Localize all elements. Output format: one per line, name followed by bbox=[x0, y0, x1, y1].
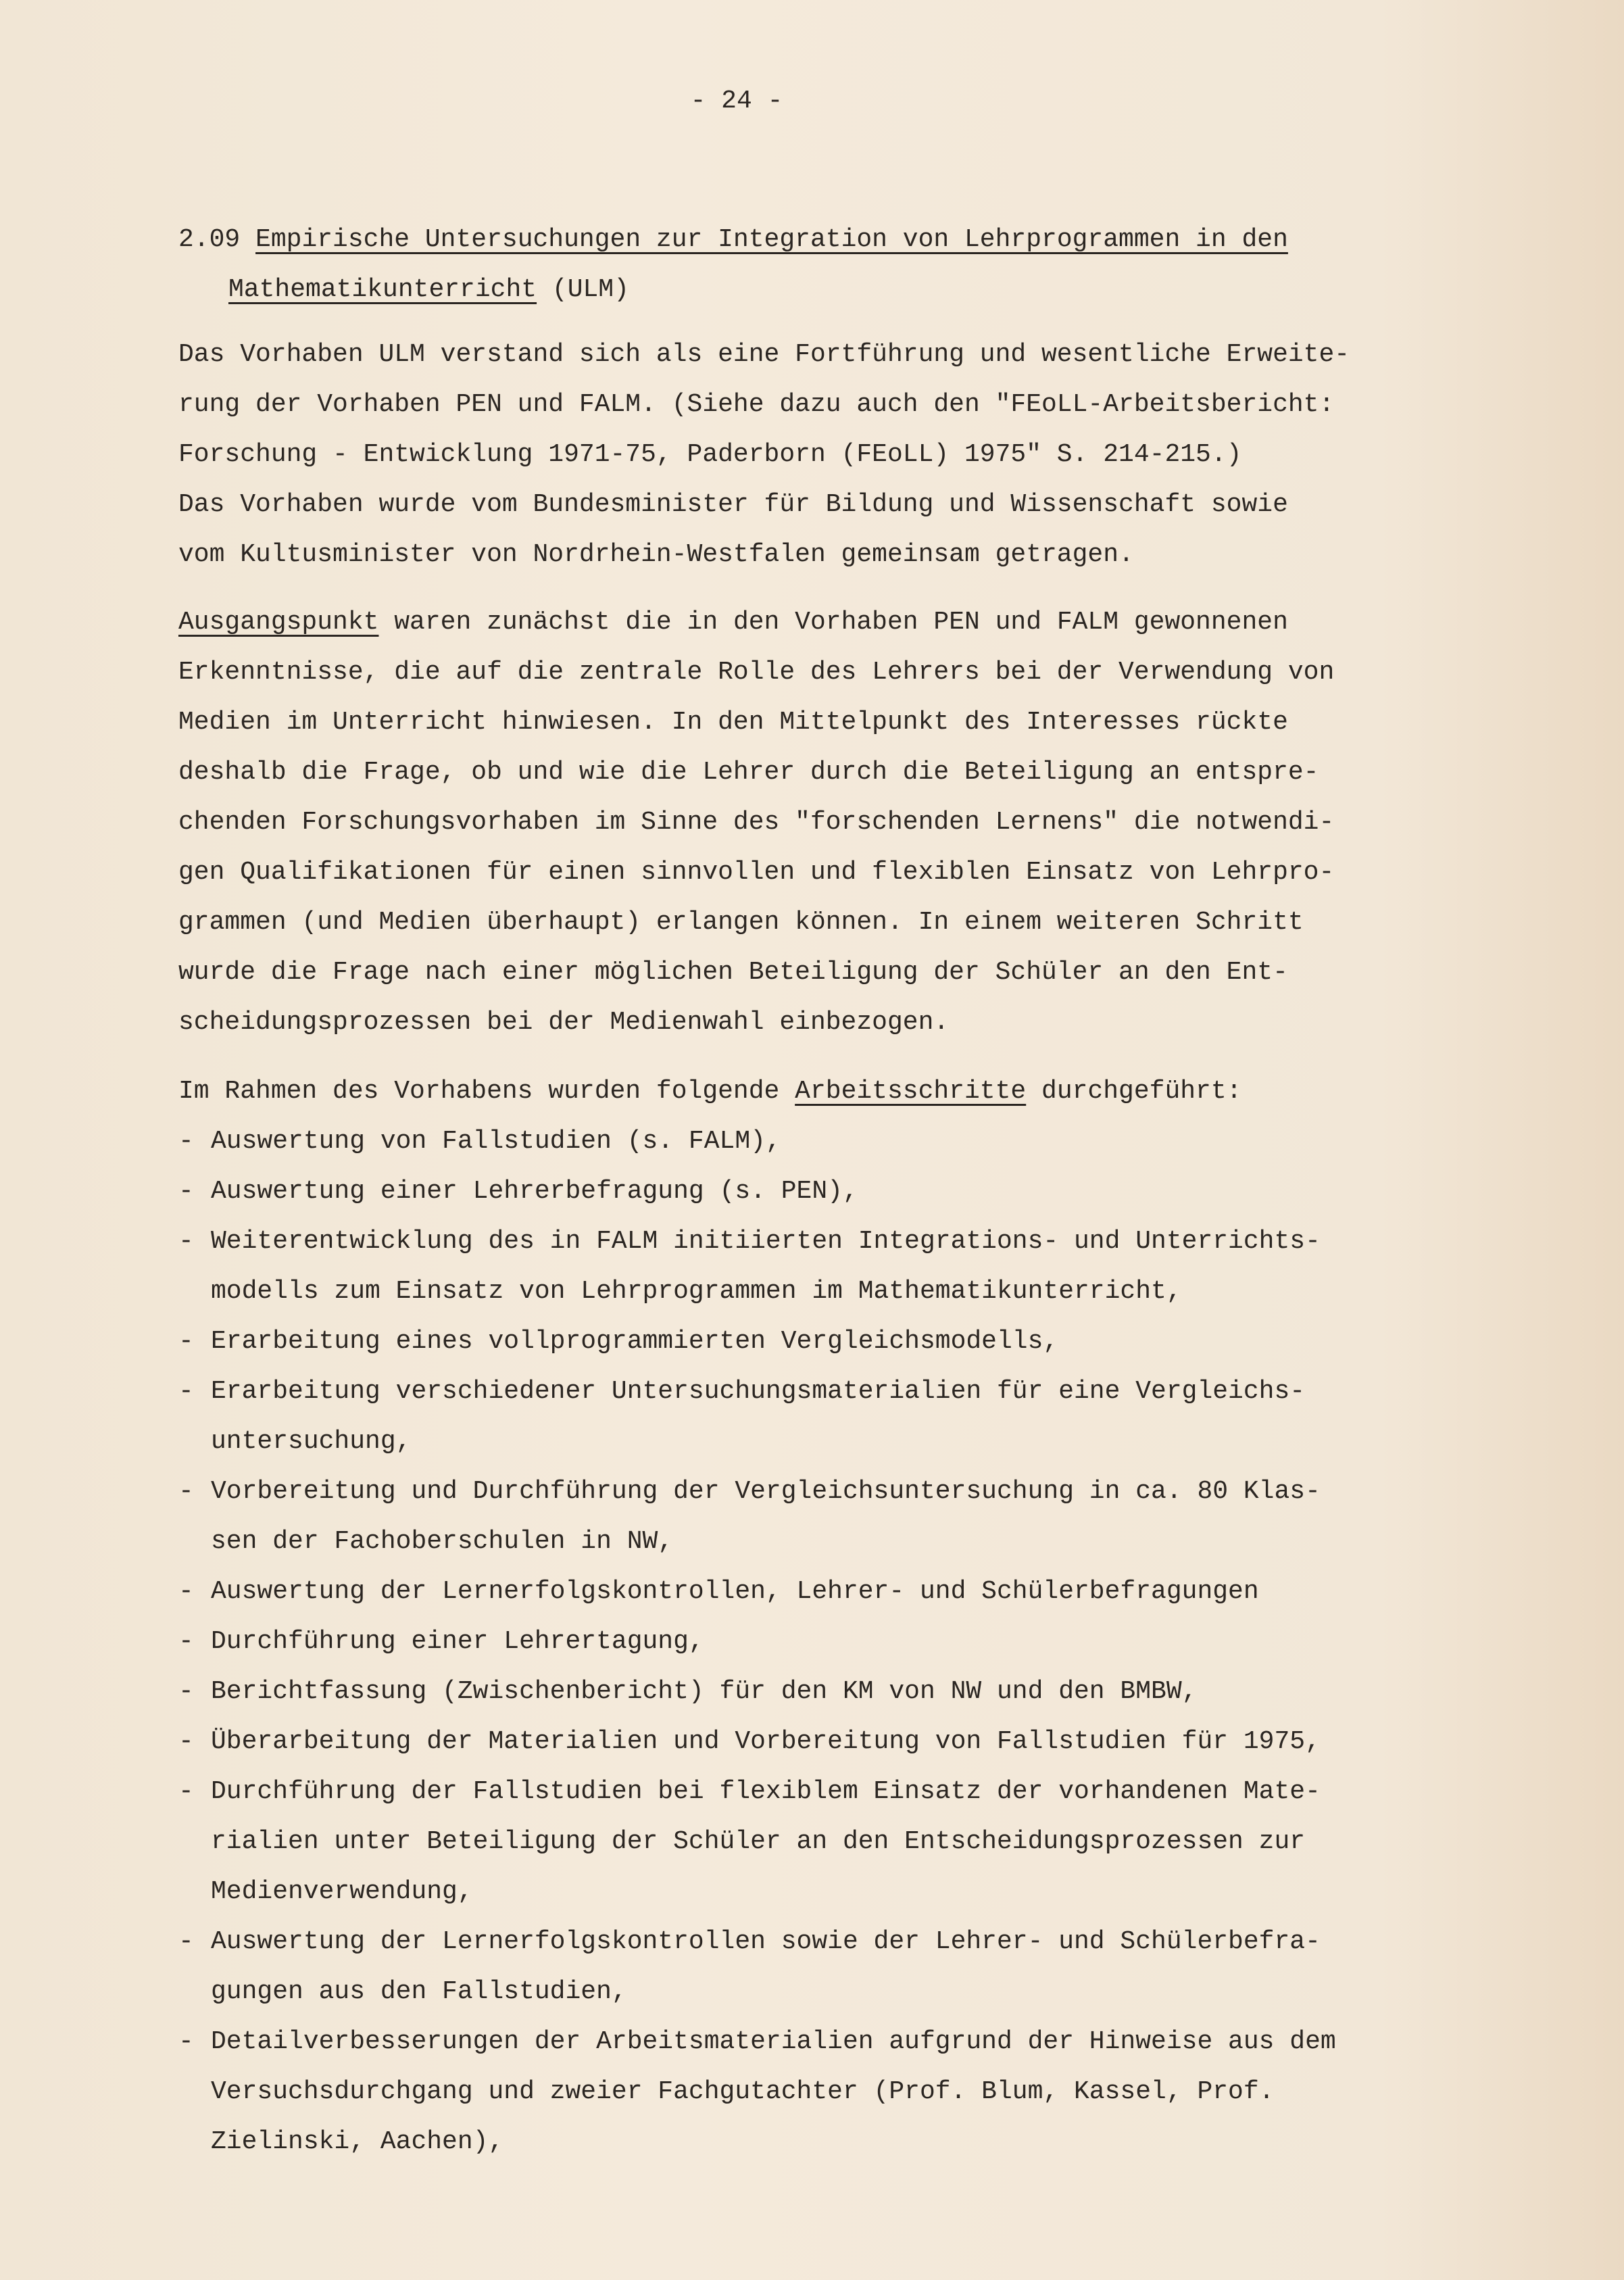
work-steps-list bbox=[178, 1117, 1449, 2167]
section-heading bbox=[178, 215, 1449, 315]
list-item bbox=[178, 1367, 1449, 1467]
section-number: 2.09 bbox=[178, 225, 241, 254]
list-item bbox=[178, 1667, 1449, 1717]
text-line: Medien im Unterricht hinwiesen. In den Mittelpunkt des Interesses rückte bbox=[178, 708, 1288, 737]
list-bullet-dash: - bbox=[178, 1327, 194, 1356]
text-line: scheidungsprozessen bei der Medienwahl einbezogen. bbox=[178, 1008, 950, 1037]
list-bullet-dash: - bbox=[178, 1577, 194, 1606]
list-item bbox=[178, 1617, 1449, 1667]
text-line: gungen aus den Fallstudien, bbox=[211, 1977, 627, 2006]
list-item bbox=[178, 1917, 1449, 2017]
text-line bbox=[178, 1067, 1449, 1117]
text-line: rialien unter Beteiligung der Schüler an den Entscheidungsprozessen zur bbox=[211, 1827, 1306, 1856]
list-item bbox=[178, 1317, 1449, 1367]
list-bullet-dash: - bbox=[178, 1477, 194, 1506]
list-item bbox=[178, 1467, 1449, 1567]
text-line: vom Kultusminister von Nordrhein-Westfalen gemeinsam getragen. bbox=[178, 540, 1134, 569]
list-item-text bbox=[211, 1467, 1449, 1567]
text-line: Auswertung einer Lehrerbefragung (s. PEN), bbox=[211, 1177, 858, 1206]
text-line: Berichtfassung (Zwischenbericht) für den KM von NW und den BMBW, bbox=[211, 1677, 1198, 1706]
text-line: Erarbeitung verschiedener Untersuchungsmaterialien für eine Vergleichs- bbox=[211, 1377, 1306, 1406]
text-run: Im Rahmen des Vorhabens wurden folgende bbox=[178, 1077, 795, 1106]
text-line: Überarbeitung der Materialien und Vorbereitung von Fallstudien für 1975, bbox=[211, 1727, 1321, 1756]
section-title-part-1: Empirische Untersuchungen zur Integration von Lehrprogrammen in den bbox=[255, 225, 1288, 254]
text-line: gen Qualifikationen für einen sinnvollen und flexiblen Einsatz von Lehrpro- bbox=[178, 858, 1335, 887]
list-bullet-dash: - bbox=[178, 1677, 194, 1706]
list-item bbox=[178, 1567, 1449, 1617]
list-item-text bbox=[211, 1367, 1449, 1467]
text-line: Medienverwendung, bbox=[211, 1877, 473, 1906]
heading-line-2 bbox=[178, 265, 1449, 315]
underlined-term: Arbeitsschritte bbox=[795, 1077, 1027, 1106]
list-item-text bbox=[211, 1117, 1449, 1167]
text-line: Durchführung einer Lehrertagung, bbox=[211, 1627, 704, 1656]
list-bullet-dash: - bbox=[178, 1777, 194, 1806]
list-bullet-dash: - bbox=[178, 1177, 194, 1206]
paragraph-intro bbox=[178, 330, 1449, 580]
list-item bbox=[178, 1767, 1449, 1917]
list-item-text bbox=[211, 1567, 1449, 1617]
text-line: grammen (und Medien überhaupt) erlangen können. In einem weiteren Schritt bbox=[178, 908, 1304, 937]
text-line: deshalb die Frage, ob und wie die Lehrer durch die Beteiligung an entspre- bbox=[178, 758, 1319, 787]
list-bullet-dash: - bbox=[178, 1377, 194, 1406]
text-line: Das Vorhaben wurde vom Bundesminister für Bildung und Wissenschaft sowie bbox=[178, 490, 1288, 519]
list-item-text bbox=[211, 1667, 1449, 1717]
text-line: Auswertung von Fallstudien (s. FALM), bbox=[211, 1127, 781, 1156]
list-bullet-dash: - bbox=[178, 1627, 194, 1656]
lead-word: Ausgangspunkt bbox=[178, 608, 379, 637]
text-line: chenden Forschungsvorhaben im Sinne des "forschenden Lernens" die notwendi- bbox=[178, 808, 1335, 837]
list-item-text bbox=[211, 1167, 1449, 1217]
list-bullet-dash: - bbox=[178, 2027, 194, 2056]
list-bullet-dash: - bbox=[178, 1127, 194, 1156]
text-line: Vorbereitung und Durchführung der Vergleichsuntersuchung in ca. 80 Klas- bbox=[211, 1477, 1321, 1506]
list-item-text bbox=[211, 1917, 1449, 2017]
text-line: Erarbeitung eines vollprogrammierten Vergleichsmodells, bbox=[211, 1327, 1059, 1356]
text-line: Versuchsdurchgang und zweier Fachgutachter (Prof. Blum, Kassel, Prof. bbox=[211, 2077, 1275, 2106]
list-item-text bbox=[211, 2017, 1449, 2167]
list-item-text bbox=[211, 1717, 1449, 1767]
text-line bbox=[178, 598, 1449, 648]
text-run: waren zunächst die in den Vorhaben PEN und FALM gewonnenen bbox=[378, 608, 1288, 637]
section-title-part-2: Mathematikunterricht bbox=[228, 275, 537, 304]
text-line: Zielinski, Aachen), bbox=[211, 2127, 504, 2156]
text-line: Weiterentwicklung des in FALM initiierten Integrations- und Unterrichts- bbox=[211, 1227, 1321, 1256]
page-number: - 24 - bbox=[690, 87, 783, 116]
list-bullet-dash: - bbox=[178, 1227, 194, 1256]
text-run: durchgeführt: bbox=[1026, 1077, 1242, 1106]
text-line: Auswertung der Lernerfolgskontrollen sowie der Lehrer- und Schülerbefra- bbox=[211, 1927, 1321, 1956]
text-line: modells zum Einsatz von Lehrprogrammen im Mathematikunterricht, bbox=[211, 1277, 1182, 1306]
text-line: Forschung - Entwicklung 1971-75, Paderborn (FEoLL) 1975" S. 214-215.) bbox=[178, 440, 1242, 469]
heading-line-1 bbox=[178, 215, 1449, 265]
text-line: rung der Vorhaben PEN und FALM. (Siehe dazu auch den "FEoLL-Arbeitsbericht: bbox=[178, 390, 1335, 419]
list-item-text bbox=[211, 1217, 1449, 1317]
text-line: Erkenntnisse, die auf die zentrale Rolle des Lehrers bei der Verwendung von bbox=[178, 658, 1335, 687]
list-item bbox=[178, 1217, 1449, 1317]
text-line: Auswertung der Lernerfolgskontrollen, Lehrer- und Schülerbefragungen bbox=[211, 1577, 1259, 1606]
list-bullet-dash: - bbox=[178, 1727, 194, 1756]
paragraph-starting-point bbox=[178, 598, 1449, 1048]
list-item bbox=[178, 1117, 1449, 1167]
work-steps-section bbox=[178, 1067, 1449, 2167]
list-item bbox=[178, 2017, 1449, 2167]
text-line: wurde die Frage nach einer möglichen Beteiligung der Schüler an den Ent- bbox=[178, 958, 1288, 987]
section-abbreviation: (ULM) bbox=[551, 275, 629, 304]
list-item-text bbox=[211, 1767, 1449, 1917]
text-line: sen der Fachoberschulen in NW, bbox=[211, 1527, 674, 1556]
list-item bbox=[178, 1167, 1449, 1217]
text-line: Detailverbesserungen der Arbeitsmaterialien aufgrund der Hinweise aus dem bbox=[211, 2027, 1336, 2056]
text-line: Das Vorhaben ULM verstand sich als eine Fortführung und wesentliche Erweite- bbox=[178, 340, 1350, 369]
list-item-text bbox=[211, 1317, 1449, 1367]
list-item-text bbox=[211, 1617, 1449, 1667]
list-bullet-dash: - bbox=[178, 1927, 194, 1956]
text-line: Durchführung der Fallstudien bei flexiblem Einsatz der vorhandenen Mate- bbox=[211, 1777, 1321, 1806]
text-line: untersuchung, bbox=[211, 1427, 412, 1456]
list-item bbox=[178, 1717, 1449, 1767]
